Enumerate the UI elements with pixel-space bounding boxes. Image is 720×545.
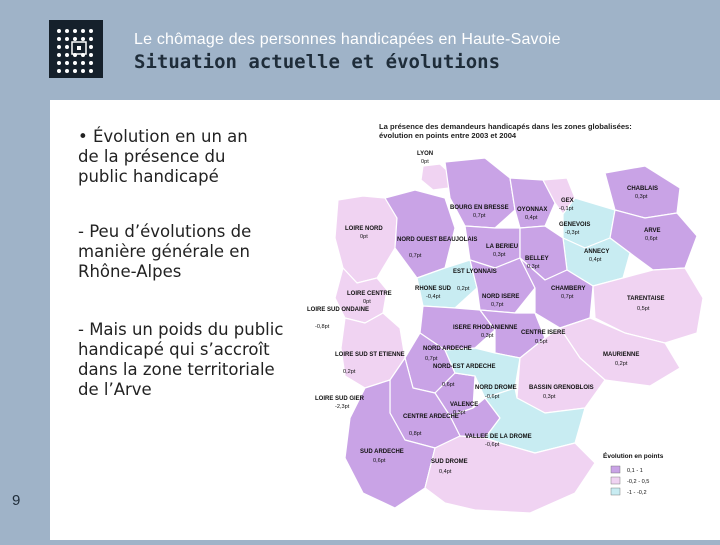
- label-rhone-sud: RHONE SUD: [415, 286, 452, 292]
- bullet-evolution: • Évolution en un an de la présence du public handicapé: [78, 127, 248, 186]
- label-valence: VALENCE: [450, 402, 479, 408]
- map-svg: [305, 118, 717, 540]
- svg-text:0,2pt: 0,2pt: [615, 361, 628, 367]
- page-number: 9: [12, 492, 21, 509]
- svg-text:-0,6pt: -0,6pt: [485, 442, 500, 448]
- svg-text:0,7pt: 0,7pt: [561, 294, 574, 300]
- map-title-line1: La présence des demandeurs handicapés dans les zones globalisées:: [379, 122, 632, 131]
- label-arve: ARVE: [644, 228, 661, 234]
- label-loire-sud-gier: LOIRE SUD GIER: [315, 396, 365, 402]
- legend-swatch-high: [611, 466, 620, 473]
- label-vallee-de-la-drome: VALLEE DE LA DROME: [465, 434, 532, 440]
- svg-text:0,2pt: 0,2pt: [457, 286, 470, 292]
- label-lyon: LYON: [417, 151, 434, 157]
- label-loire-nord: LOIRE NORD: [345, 226, 383, 232]
- map-title-line2: évolution en points entre 2003 et 2004: [379, 131, 517, 140]
- slide-title: Situation actuelle et évolutions: [134, 51, 501, 73]
- legend-swatch-mid: [611, 477, 620, 484]
- svg-text:-0,4pt: -0,4pt: [426, 294, 441, 300]
- svg-text:0,5pt: 0,5pt: [637, 306, 650, 312]
- label-sud-ardeche: SUD ARDECHE: [360, 449, 404, 455]
- label-loire-centre: LOIRE CENTRE: [347, 291, 392, 297]
- logo-icon: [49, 20, 103, 78]
- svg-text:-0,3pt: -0,3pt: [565, 230, 580, 236]
- zone-nord-ouest-beaujolais: [385, 190, 455, 278]
- label-belley: BELLEY: [525, 256, 549, 262]
- svg-text:0,7pt: 0,7pt: [473, 213, 486, 219]
- label-chablais: CHABLAIS: [627, 186, 658, 192]
- svg-text:0,7pt: 0,7pt: [491, 302, 504, 308]
- label-annecy: ANNECY: [584, 249, 610, 255]
- legend-swatch-low: [611, 488, 620, 495]
- label-sud-drome: SUD DROME: [431, 459, 468, 465]
- svg-text:0,3pt: 0,3pt: [493, 252, 506, 258]
- svg-text:0,4pt: 0,4pt: [525, 215, 538, 221]
- label-la-berieu: LA BERIEU: [486, 244, 519, 250]
- svg-text:0,6pt: 0,6pt: [373, 458, 386, 464]
- svg-text:0pt: 0pt: [363, 299, 371, 305]
- label-nord-isere: NORD ISERE: [482, 294, 520, 300]
- label-oyonnax: OYONNAX: [517, 207, 548, 213]
- svg-text:-0,1pt: -0,1pt: [559, 206, 574, 212]
- svg-text:0,5pt: 0,5pt: [535, 339, 548, 345]
- legend-label-low: -1 - -0,2: [627, 490, 647, 496]
- svg-text:0pt: 0pt: [360, 234, 368, 240]
- legend-title: Évolution en points: [603, 453, 664, 460]
- legend-label-high: 0,1 - 1: [627, 468, 643, 474]
- label-centre-isere: CENTRE ISERE: [521, 330, 566, 336]
- map-legend: [603, 451, 664, 496]
- svg-text:0,4pt: 0,4pt: [589, 257, 602, 263]
- svg-text:0,3pt: 0,3pt: [527, 264, 540, 270]
- svg-text:0,6pt: 0,6pt: [645, 236, 658, 242]
- svg-text:0,3pt: 0,3pt: [543, 394, 556, 400]
- slide-subtitle: Le chômage des personnes handicapées en Haute-Savoie: [134, 31, 561, 48]
- label-isere-rhodanienne: ISERE RHODANIENNE: [453, 325, 518, 331]
- label-loire-sud-ondaine: LOIRE SUD ONDAINE: [307, 307, 370, 313]
- bullet-poids-arve: - Mais un poids du public handicapé qui s’accroît dans la zone territoriale de l’Arve: [78, 320, 284, 399]
- svg-text:0,7pt: 0,7pt: [425, 356, 438, 362]
- svg-text:-2,3pt: -2,3pt: [335, 404, 350, 410]
- label-nord-ouest-beaujolais: NORD OUEST BEAUJOLAIS: [397, 237, 478, 243]
- svg-text:0,8pt: 0,8pt: [409, 431, 422, 437]
- label-nord-ardeche: NORD ARDECHE: [423, 346, 472, 352]
- label-bassin-grenoblois: BASSIN GRENOBLOIS: [529, 385, 594, 391]
- label-bourg-en-bresse: BOURG EN BRESSE: [450, 205, 509, 211]
- label-genevois: GENEVOIS: [559, 222, 591, 228]
- svg-text:0,4pt: 0,4pt: [439, 469, 452, 475]
- label-gex: GEX: [561, 198, 574, 204]
- svg-text:0,3pt: 0,3pt: [481, 333, 494, 339]
- rhone-alpes-map: [305, 118, 717, 540]
- svg-text:0,3pt: 0,3pt: [453, 410, 466, 416]
- svg-text:-0,6pt: -0,6pt: [485, 394, 500, 400]
- svg-text:0,7pt: 0,7pt: [409, 253, 422, 259]
- svg-text:0,6pt: 0,6pt: [442, 382, 455, 388]
- label-centre-ardeche: CENTRE ARDECHE: [403, 414, 459, 420]
- label-maurienne: MAURIENNE: [603, 352, 640, 358]
- label-nord-drome: NORD DROME: [475, 385, 517, 391]
- svg-text:-0,8pt: -0,8pt: [315, 324, 330, 330]
- bullet-peu-evolutions: - Peu d’évolutions de manière générale en Rhône-Alpes: [78, 222, 252, 281]
- label-chambery: CHAMBERY: [551, 286, 586, 292]
- label-est-lyonnais: EST LYONNAIS: [453, 269, 497, 275]
- label-tarentaise: TARENTAISE: [627, 296, 665, 302]
- label-loire-sud-st-etienne: LOIRE SUD ST ETIENNE: [335, 352, 405, 358]
- svg-text:0,3pt: 0,3pt: [635, 194, 648, 200]
- label-nord-est-ardeche: NORD-EST ARDECHE: [433, 364, 496, 370]
- sidebar-band: [0, 100, 50, 540]
- legend-label-mid: -0,2 - 0,5: [627, 479, 650, 485]
- svg-text:0,2pt: 0,2pt: [343, 369, 356, 375]
- header-band: [0, 0, 720, 100]
- svg-text:0pt: 0pt: [421, 159, 429, 165]
